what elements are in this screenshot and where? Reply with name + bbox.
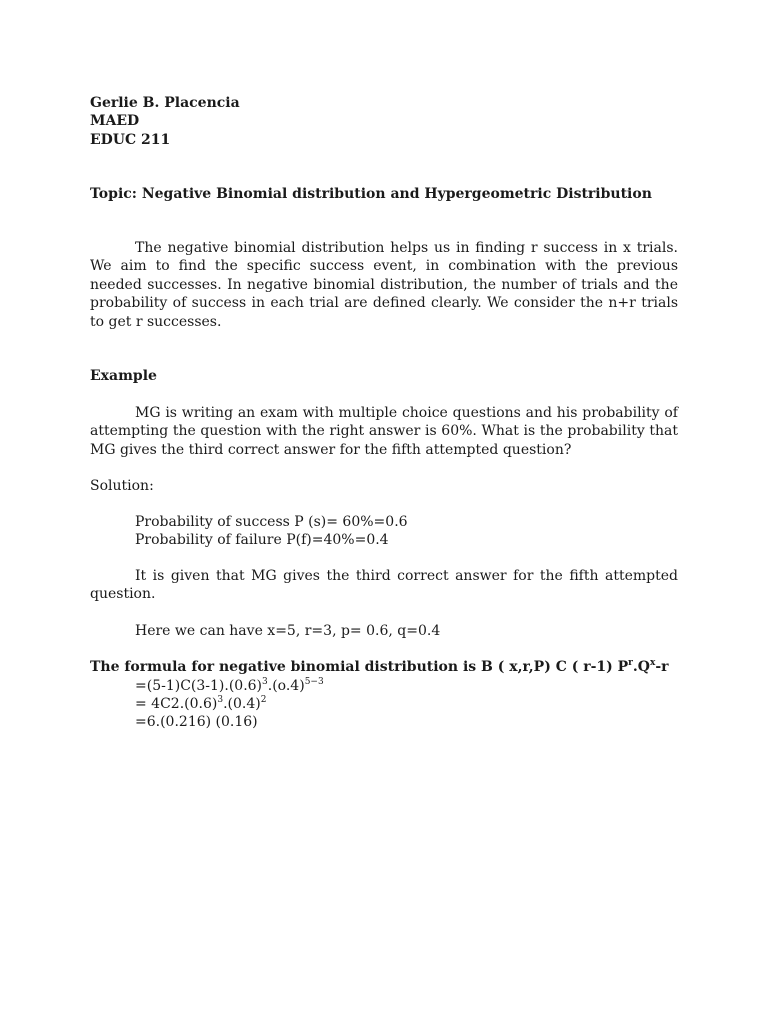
formula-text-tail: .Q — [632, 659, 650, 675]
solution-label: Solution: — [90, 478, 154, 494]
step2-part-a: = 4C2.(0.6) — [135, 696, 218, 712]
given-statement — [90, 567, 678, 604]
step1-exponent-1: 3 — [262, 677, 268, 687]
failure-probability: Probability of failure P(f)=40%=0.4 — [135, 532, 389, 548]
author-name: Gerlie B. Placencia — [90, 95, 240, 111]
program-label: MAED — [90, 113, 140, 129]
step1-part-a: =(5-1)C(3-1).(0.6) — [135, 678, 263, 694]
success-probability: Probability of success P (s)= 60%=0.6 — [135, 514, 408, 530]
formula-sup-r: r — [628, 658, 633, 668]
formula-sup-x: x — [650, 658, 656, 668]
formula-text-end: -r — [655, 659, 669, 675]
example-heading: Example — [90, 368, 157, 384]
formula-step-1 — [135, 677, 324, 695]
example-problem-text: MG is writing an exam with multiple choice questions and his probability of attempting the question with the right answer is 60%. What is the probability that MG gives the third correct answer for the fifth attempted question? — [90, 405, 678, 458]
step2-exponent-1: 3 — [217, 695, 224, 705]
step1-exponent-2: 5−3 — [304, 677, 324, 687]
formula-step-3: =6.(0.216) (0.16) — [135, 714, 258, 730]
step1-part-b: .(o.4) — [267, 678, 305, 694]
formula-text: The formula for negative binomial distribution is B ( x,r,P) C ( r-1) P — [90, 659, 629, 675]
example-problem — [90, 404, 678, 459]
formula-statement — [90, 658, 669, 676]
intro-paragraph — [90, 239, 678, 331]
step2-exponent-2: 2 — [260, 695, 267, 705]
given-text: It is given that MG gives the third correct answer for the fifth attempted question. — [90, 568, 678, 603]
step2-part-b: .(0.4) — [223, 696, 261, 712]
given-values: Here we can have x=5, r=3, p= 0.6, q=0.4 — [135, 623, 441, 639]
course-label: EDUC 211 — [90, 132, 171, 148]
formula-step-2 — [135, 695, 266, 713]
topic-heading: Topic: Negative Binomial distribution and Hypergeometric Distribution — [90, 186, 652, 202]
intro-text: The negative binomial distribution helps us in finding r success in x trials. We aim to find the specific success event, in combination with the previous needed successes. In negative binomial distribution, the number of trials and the probability of success in each trial are defined clearly. We consider the n+r trials to get r successes. — [90, 240, 678, 330]
